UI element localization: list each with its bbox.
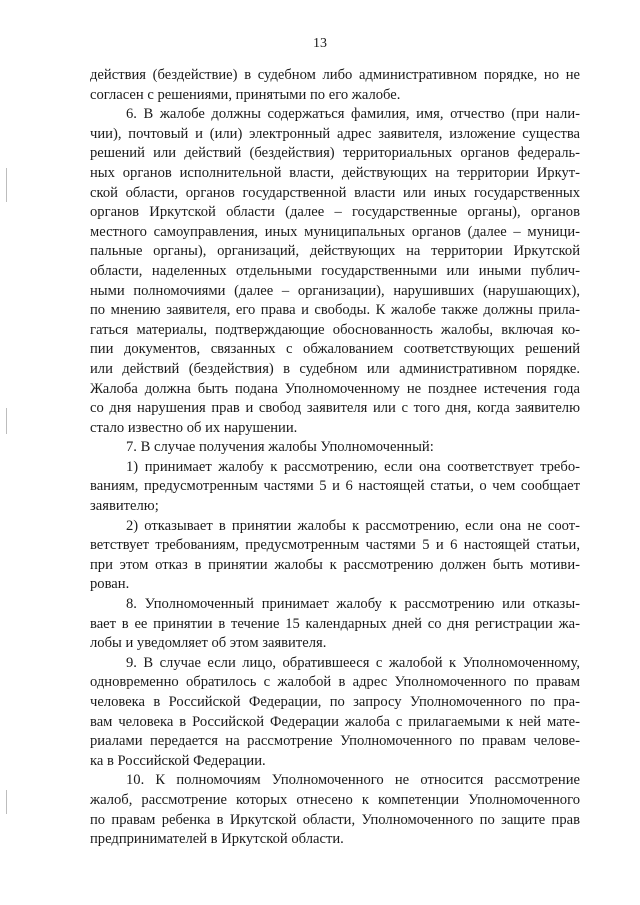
text-line: ными полномочиями (далее – организации), нарушивших (нарушающих),: [90, 282, 580, 299]
document-body: [90, 66, 580, 850]
text-line: решений или действий (бездействия) территориальных органов федераль-: [90, 145, 580, 162]
text-line: жалоб, рассмотрение которых отнесено к компетенции Уполномоченного: [90, 791, 580, 808]
text-line: вам человека в Российской Федерации жалоба с прилагаемыми к ней мате-: [90, 713, 580, 730]
text-line: ка в Российской Федерации.: [90, 752, 266, 769]
page-number: 13: [313, 36, 327, 51]
text-line: риалами передается на рассмотрение Уполномоченного по правам челове-: [90, 733, 580, 750]
text-line: по мнению заявителя, его права и свободы. К жалобе также должны прила-: [90, 302, 580, 319]
text-line: Жалоба должна быть подана Уполномоченному не позднее истечения года: [90, 380, 580, 397]
text-line: одновременно обратилось с жалобой в адрес Уполномоченного по правам: [90, 674, 580, 691]
text-line: местного самоуправления, иных муниципальных органов (далее – муници-: [90, 223, 580, 240]
text-line: при этом отказ в принятии жалобы к рассмотрению должен быть мотиви-: [90, 556, 580, 573]
text-line: 6. В жалобе должны содержаться фамилия, имя, отчество (при нали-: [126, 106, 580, 123]
text-line: 1) принимает жалобу к рассмотрению, если она соответствует требо-: [126, 458, 580, 475]
text-line: или действий (бездействия) в судебном или административном порядке.: [90, 360, 580, 377]
text-line: 2) отказывает в принятии жалобы к рассмотрению, если она не соот-: [126, 517, 580, 534]
text-line: ской области, органов государственной власти или иных государственных: [90, 184, 580, 201]
text-line: действия (бездействие) в судебном либо административном порядке, но не: [90, 67, 580, 83]
text-line: человека в Российской Федерации, по запросу Уполномоченного по пра-: [90, 694, 580, 710]
text-line: со дня нарушения прав и свобод заявителя или с того дня, когда заявителю: [90, 400, 580, 417]
text-line: согласен с решениями, принятыми по его жалобе.: [90, 86, 401, 103]
text-line: ваниям, предусмотренным частями 5 и 6 настоящей статьи, о чем сообщает: [90, 478, 580, 495]
text-line: рован.: [90, 576, 130, 593]
text-line: вает в ее принятии в течение 15 календарных дней со дня регистрации жа-: [90, 615, 580, 632]
text-line: органов Иркутской области (далее – государственные органы), органов: [90, 204, 580, 221]
scan-margin-mark-middle: [6, 408, 7, 434]
text-line: ветствует требованиям, предусмотренным частями 5 и 6 настоящей статьи,: [90, 537, 580, 554]
text-line: по правам ребенка в Иркутской области, Уполномоченного по защите прав: [90, 811, 580, 828]
scan-margin-mark-top: [6, 168, 7, 202]
text-line: 10. К полномочиям Уполномоченного не относится рассмотрение: [126, 772, 580, 789]
text-line: чии), почтовый и (или) электронный адрес заявителя, изложение существа: [90, 125, 580, 142]
scan-margin-mark-bottom: [6, 790, 7, 814]
text-line: пальные органы), организаций, действующих на территории Иркутской: [90, 243, 580, 260]
text-line: предпринимателей в Иркутской области.: [90, 831, 344, 848]
text-line: 8. Уполномоченный принимает жалобу к рассмотрению или отказы-: [126, 596, 580, 613]
text-line: пии документов, связанных с обжалованием соответствующих решений: [90, 341, 580, 358]
text-line: ных органов исполнительной власти, действующих на территории Иркут-: [90, 164, 580, 181]
text-line: 9. В случае если лицо, обратившееся с жалобой к Уполномоченному,: [126, 654, 580, 671]
text-line: 7. В случае получения жалобы Уполномоченный:: [126, 439, 434, 456]
text-line: стало известно об их нарушении.: [90, 419, 298, 436]
text-line: гаться материалы, подтверждающие обоснованность жалобы, включая ко-: [90, 321, 580, 338]
text-line: области, наделенных отдельными государственными или иными публич-: [90, 262, 580, 279]
text-line: лобы и уведомляет об этом заявителя.: [90, 635, 327, 652]
text-line: заявителю;: [90, 498, 159, 515]
